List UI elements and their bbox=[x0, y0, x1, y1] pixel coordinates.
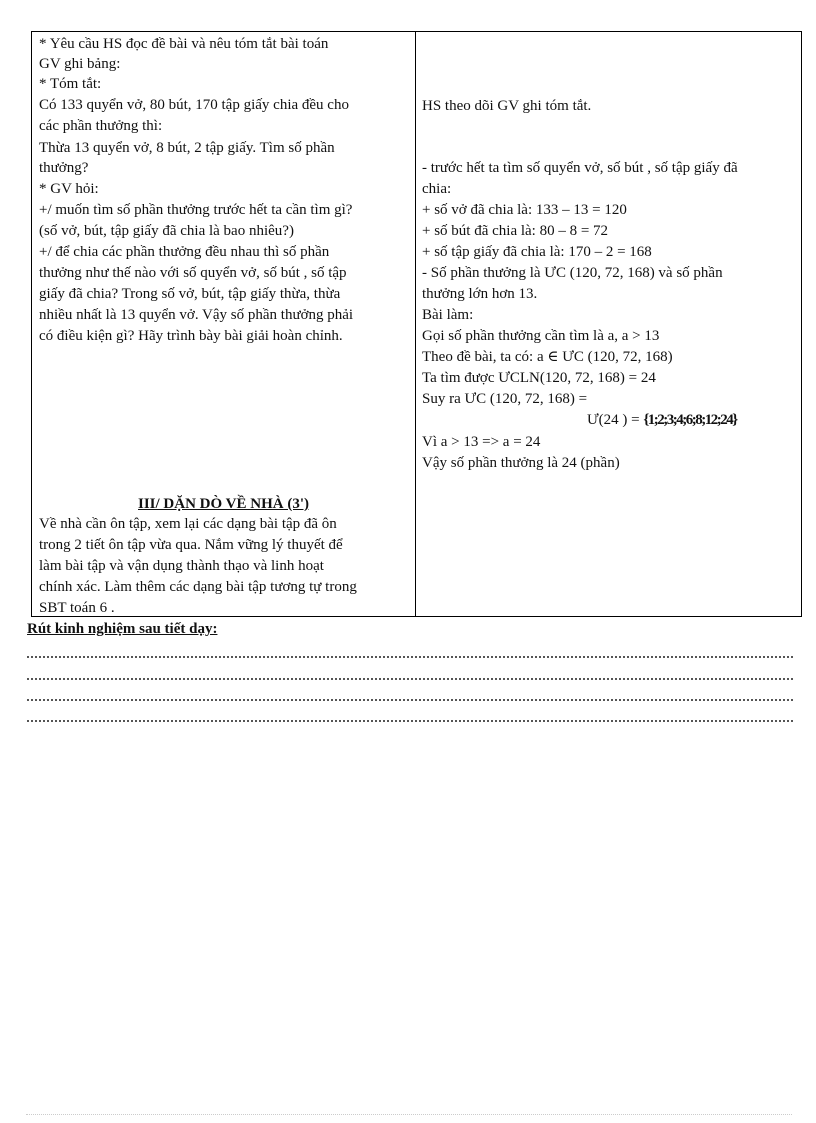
left-line: * GV hỏi: bbox=[39, 181, 99, 197]
left-line: Thừa 13 quyển vở, 8 bút, 2 tập giấy. Tìm số phần bbox=[39, 140, 335, 156]
left-line: +/ để chia các phần thưởng đều nhau thì số phần bbox=[39, 244, 330, 260]
left-line: nhiều nhất là 13 quyển vở. Vậy số phần thưởng phải bbox=[39, 307, 354, 323]
section-heading: III/ DẶN DÒ VỀ NHÀ (3') bbox=[138, 496, 309, 512]
notes-title: Rút kinh nghiệm sau tiết dạy: bbox=[27, 621, 218, 637]
notes-dotted-line bbox=[27, 706, 793, 726]
left-line: thưởng như thế nào với số quyển vở, số bút , số tập bbox=[39, 265, 347, 281]
right-line: Bài làm: bbox=[422, 307, 474, 323]
notes-dotted-line bbox=[27, 664, 793, 684]
right-line: chia: bbox=[422, 181, 452, 197]
left-line: giấy đã chia? Trong số vở, bút, tập giấy thừa, thừa bbox=[39, 286, 341, 302]
divisors-label: Ư(24 ) = bbox=[587, 412, 644, 428]
lesson-table bbox=[31, 31, 802, 617]
left-line: +/ muốn tìm số phần thưởng trước hết ta cần tìm gì? bbox=[39, 202, 353, 218]
footer-dotted-line bbox=[26, 1114, 792, 1116]
left-line: * Tóm tắt: bbox=[39, 76, 102, 92]
right-line: Ta tìm được ƯCLN(120, 72, 168) = 24 bbox=[422, 370, 656, 386]
homework-line: làm bài tập và vận dụng thành thạo và linh hoạt bbox=[39, 558, 324, 574]
divisors-line bbox=[587, 410, 737, 430]
right-line: Vì a > 13 => a = 24 bbox=[422, 434, 541, 450]
left-line: các phần thưởng thì: bbox=[39, 118, 163, 134]
homework-line: Về nhà cần ôn tập, xem lại các dạng bài tập đã ôn bbox=[39, 516, 337, 532]
left-line: * Yêu cầu HS đọc đề bài và nêu tóm tắt bài toán bbox=[39, 36, 329, 52]
right-line: Vậy số phần thưởng là 24 (phần) bbox=[422, 455, 620, 471]
right-line: Gọi số phần thưởng cần tìm là a, a > 13 bbox=[422, 328, 660, 344]
right-line: - trước hết ta tìm số quyển vở, số bút , số tập giấy đã bbox=[422, 160, 738, 176]
teacher-activity-cell bbox=[32, 32, 416, 617]
left-line: thưởng? bbox=[39, 160, 89, 176]
right-line: + số tập giấy đã chia là: 170 – 2 = 168 bbox=[422, 244, 652, 260]
right-line: thưởng lớn hơn 13. bbox=[422, 286, 538, 302]
right-line: + số vở đã chia là: 133 – 13 = 120 bbox=[422, 202, 627, 218]
student-activity-cell bbox=[416, 32, 802, 617]
notes-dotted-line bbox=[27, 642, 793, 662]
left-line: Có 133 quyển vở, 80 bút, 170 tập giấy chia đều cho bbox=[39, 97, 349, 113]
right-line: Theo đề bài, ta có: a ∈ ƯC (120, 72, 168) bbox=[422, 349, 673, 365]
left-line: GV ghi bảng: bbox=[39, 56, 121, 72]
left-line: (số vở, bút, tập giấy đã chia là bao nhiêu?) bbox=[39, 223, 294, 239]
homework-line: SBT toán 6 . bbox=[39, 600, 115, 616]
right-line: + số bút đã chia là: 80 – 8 = 72 bbox=[422, 223, 609, 239]
divisors-set: {1;2;3;4;6;8;12;24} bbox=[643, 412, 737, 428]
notes-dotted-line bbox=[27, 685, 793, 705]
follow-line: HS theo dõi GV ghi tóm tắt. bbox=[422, 98, 592, 114]
right-line: Suy ra ƯC (120, 72, 168) = bbox=[422, 391, 588, 407]
homework-line: chính xác. Làm thêm các dạng bài tập tương tự trong bbox=[39, 579, 357, 595]
left-line: có điều kiện gì? Hãy trình bày bài giải hoàn chỉnh. bbox=[39, 328, 343, 344]
right-line: - Số phần thưởng là ƯC (120, 72, 168) và số phần bbox=[422, 265, 723, 281]
homework-line: trong 2 tiết ôn tập vừa qua. Nắm vững lý thuyết để bbox=[39, 537, 343, 553]
